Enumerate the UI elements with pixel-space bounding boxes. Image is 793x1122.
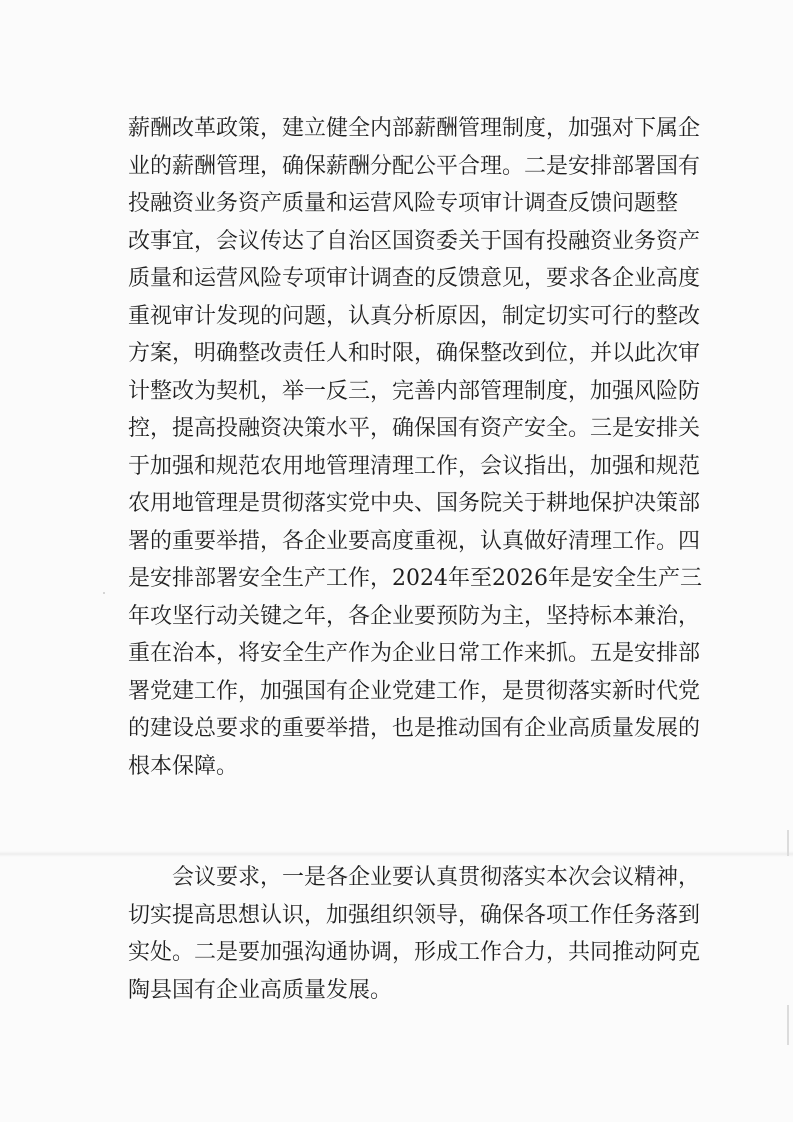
text-line: 于加强和规范农用地管理清理工作，会议指出，加强和规范 <box>128 453 701 479</box>
text-line: 投融资业务资产质量和运营风险专项审计调查反馈问题整 <box>128 191 679 216</box>
body-paragraph-continued <box>128 110 702 785</box>
text-line: 质量和运营风险专项审计调查的反馈意见，要求各企业高度 <box>128 266 701 291</box>
text-line: 重视审计发现的问题，认真分析原因，制定切实可行的整改 <box>128 303 701 329</box>
text-line: 根本保障。 <box>128 753 239 779</box>
text-line: 业的薪酬管理，确保薪酬分配公平合理。二是安排部署国有 <box>128 153 701 179</box>
text-line: 实处。二是要加强沟通协调，形成工作合力，共同推动阿克 <box>128 940 701 965</box>
text-line: 方案，明确整改责任人和时限，确保整改到位，并以此次审 <box>128 341 701 366</box>
text-line: 薪酬改革政策，建立健全内部薪酬管理制度，加强对下属企 <box>128 116 701 141</box>
text-line: 陶县国有企业高质量发展。 <box>128 977 393 1003</box>
text-line: 切实提高思想认识，加强组织领导，确保各项工作任务落到 <box>128 902 701 928</box>
scan-edge-mark <box>787 1005 789 1045</box>
text-line: 的建设总要求的重要举措，也是推动国有企业高质量发展的 <box>128 716 701 741</box>
text-line: 计整改为契机，举一反三，完善内部管理制度，加强风险防 <box>128 378 701 404</box>
text-line: 年攻坚行动关键之年，各企业要预防为主，坚持标本兼治， <box>128 603 701 629</box>
text-line: 改事宜，会议传达了自治区国资委关于国有投融资业务资产 <box>128 228 701 254</box>
text-line: 重在治本，将安全生产作为企业日常工作来抓。五是安排部 <box>128 641 701 666</box>
text-line: 会议要求，一是各企业要认真贯彻落实本次会议精神， <box>128 865 701 890</box>
scan-artifact-dot <box>103 592 105 594</box>
text-line: 署的重要举措，各企业要高度重视，认真做好清理工作。四 <box>128 528 701 554</box>
scan-edge-mark <box>787 830 789 856</box>
scan-artifact-band <box>0 851 793 857</box>
text-line: 农用地管理是贯彻落实党中央、国务院关于耕地保护决策部 <box>128 491 701 516</box>
text-line: 署党建工作，加强国有企业党建工作，是贯彻落实新时代党 <box>128 678 701 704</box>
text-line: 是安排部署安全生产工作，2024年至2026年是安全生产三 <box>128 566 702 591</box>
text-line: 控，提高投融资决策水平，确保国有资产安全。三是安排关 <box>128 416 701 441</box>
body-paragraph-requirements <box>128 859 701 1009</box>
